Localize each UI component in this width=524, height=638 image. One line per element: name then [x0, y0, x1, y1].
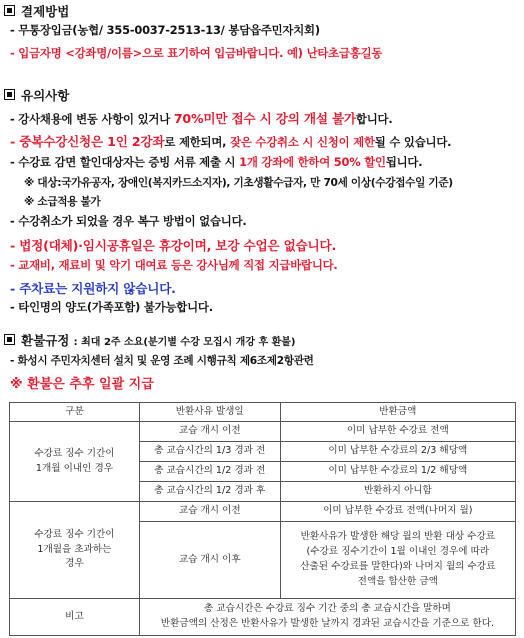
note-line-3 [10, 154, 422, 170]
note-3-text: - 수강료 감면 할인대상자는 증빙 서류 제출 시 [10, 155, 240, 169]
table-cell: 이미 납부한 수강료의 2/3 해당액 [280, 442, 515, 462]
refund-table [9, 402, 516, 636]
note-5-highlight: 보강 수업은 없습니다. [215, 238, 337, 253]
table-cell: 교습 개시 이전 [139, 422, 280, 442]
table-cell: 교습 개시 이후 [139, 522, 280, 599]
table-cell: 반환사유가 발생한 해당 월의 반환 대상 수강료 (수강료 징수기간이 1월 이내인 경우에 따라 산출된 수강료를 말한다)와 나머지 월의 수강료 전액을 합산한 금액 [280, 522, 515, 599]
table-row [10, 422, 516, 442]
header-category: 구분 [10, 403, 140, 422]
note-5-text: - 법정(대체)·임시공휴일은 휴강이며, [10, 238, 216, 253]
note-2-end: 될 수 있습니다. [374, 135, 452, 149]
group-label-within-one-month: 수강료 징수 기간이 1개월 이내인 경우 [10, 422, 140, 502]
group-label-over-one-month: 수강료 징수 기간이 1개월을 초과하는 경우 [10, 502, 140, 599]
notes-section-heading [4, 86, 69, 104]
note-line-7: - 주차료는 지원하지 않습니다. [10, 281, 176, 296]
note-3-highlight: 1개 강좌에 한하여 50% 할인 [239, 155, 386, 169]
refund-subtitle: : 최대 2주 소요(분기별 수강 모집시 개강 후 환불) [73, 337, 296, 348]
table-row [10, 599, 516, 636]
refund-batch-note: ※ 환불은 추후 일괄 지급 [10, 377, 154, 392]
note-1-text: - 강사채용에 변동 사항이 있거나 [10, 112, 174, 126]
note-2-highlight: - 중복수강신청은 1인 2강좌 [10, 134, 165, 149]
table-cell: 이미 납부한 수강료의 1/2 해당액 [280, 462, 515, 482]
table-cell: 교습 개시 이전 [139, 502, 280, 522]
note-1-highlight: 70%미만 접수 시 강의 개설 불가 [173, 111, 356, 126]
header-reason-date: 반환사유 발생일 [139, 403, 280, 422]
no-retroactive-note: ※ 소급적용 불가 [24, 196, 101, 208]
table-cell: 반환하지 아니함 [280, 482, 515, 502]
table-cell: 총 교습시간의 1/2 경과 전 [139, 462, 280, 482]
payment-title: 결제방법 [21, 4, 70, 19]
square-bullet-icon [4, 89, 15, 100]
table-header-row [10, 403, 516, 422]
depositor-name-line: - 입금자명 <강좌명/이름>으로 표기하여 입금바랍니다. 예) 난타초급홍길동 [10, 46, 383, 60]
note-3-end: 됩니다. [385, 155, 423, 169]
note-line-2 [10, 131, 451, 150]
table-row [10, 502, 516, 522]
discount-eligibility-note: ※ 대상:국가유공자, 장애인(복지카드소지자), 기초생활수급자, 만 70세 이상(수강접수일 기준) [24, 177, 453, 189]
note-line-6: - 교재비, 재료비 및 악기 대여료 등은 강사님께 직접 지급바랍니다. [10, 258, 338, 272]
remark-text: 총 교습시간은 수강료 징수 기간 중의 총 교습시간을 말하며 반환금액의 산정은 반환사유가 발생한 날까지 경과된 교습시간을 기준으로 한다. [139, 599, 515, 636]
table-cell: 이미 납부한 수강료 전액(나머지 월) [280, 502, 515, 522]
square-bullet-icon [4, 5, 15, 16]
refund-section-heading [4, 331, 296, 349]
note-1-end: 합니다. [355, 112, 393, 126]
ordinance-reference: - 화성시 주민자치센터 설치 및 운영 조례 시행규칙 제6조제2항관련 [10, 355, 314, 367]
remark-label: 비고 [10, 599, 140, 636]
table-cell: 총 교습시간의 1/2 경과 후 [139, 482, 280, 502]
note-line-5 [10, 235, 336, 254]
note-line-4: - 수강취소가 되었을 경우 복구 방법이 없습니다. [10, 214, 247, 228]
bank-account-line: - 무통장입금(농협/ 355-0037-2513-13/ 봉담읍주민자치회) [10, 23, 320, 37]
table-cell: 이미 납부한 수강료 전액 [280, 422, 515, 442]
note-line-1 [10, 108, 392, 127]
square-bullet-icon [4, 334, 15, 345]
table-cell: 총 교습시간의 1/3 경과 전 [139, 442, 280, 462]
header-refund-amount: 반환금액 [280, 403, 515, 422]
note-line-8: - 타인명의 양도(가족포함) 불가능합니다. [10, 300, 213, 314]
note-2-highlight-2: 잦은 수강취소 시 신청이 제한 [230, 135, 375, 149]
notes-title: 유의사항 [21, 88, 70, 103]
note-2-text: 로 제한되며, [164, 135, 231, 149]
payment-section-heading [4, 2, 69, 20]
refund-title: 환불규정 [21, 333, 70, 348]
